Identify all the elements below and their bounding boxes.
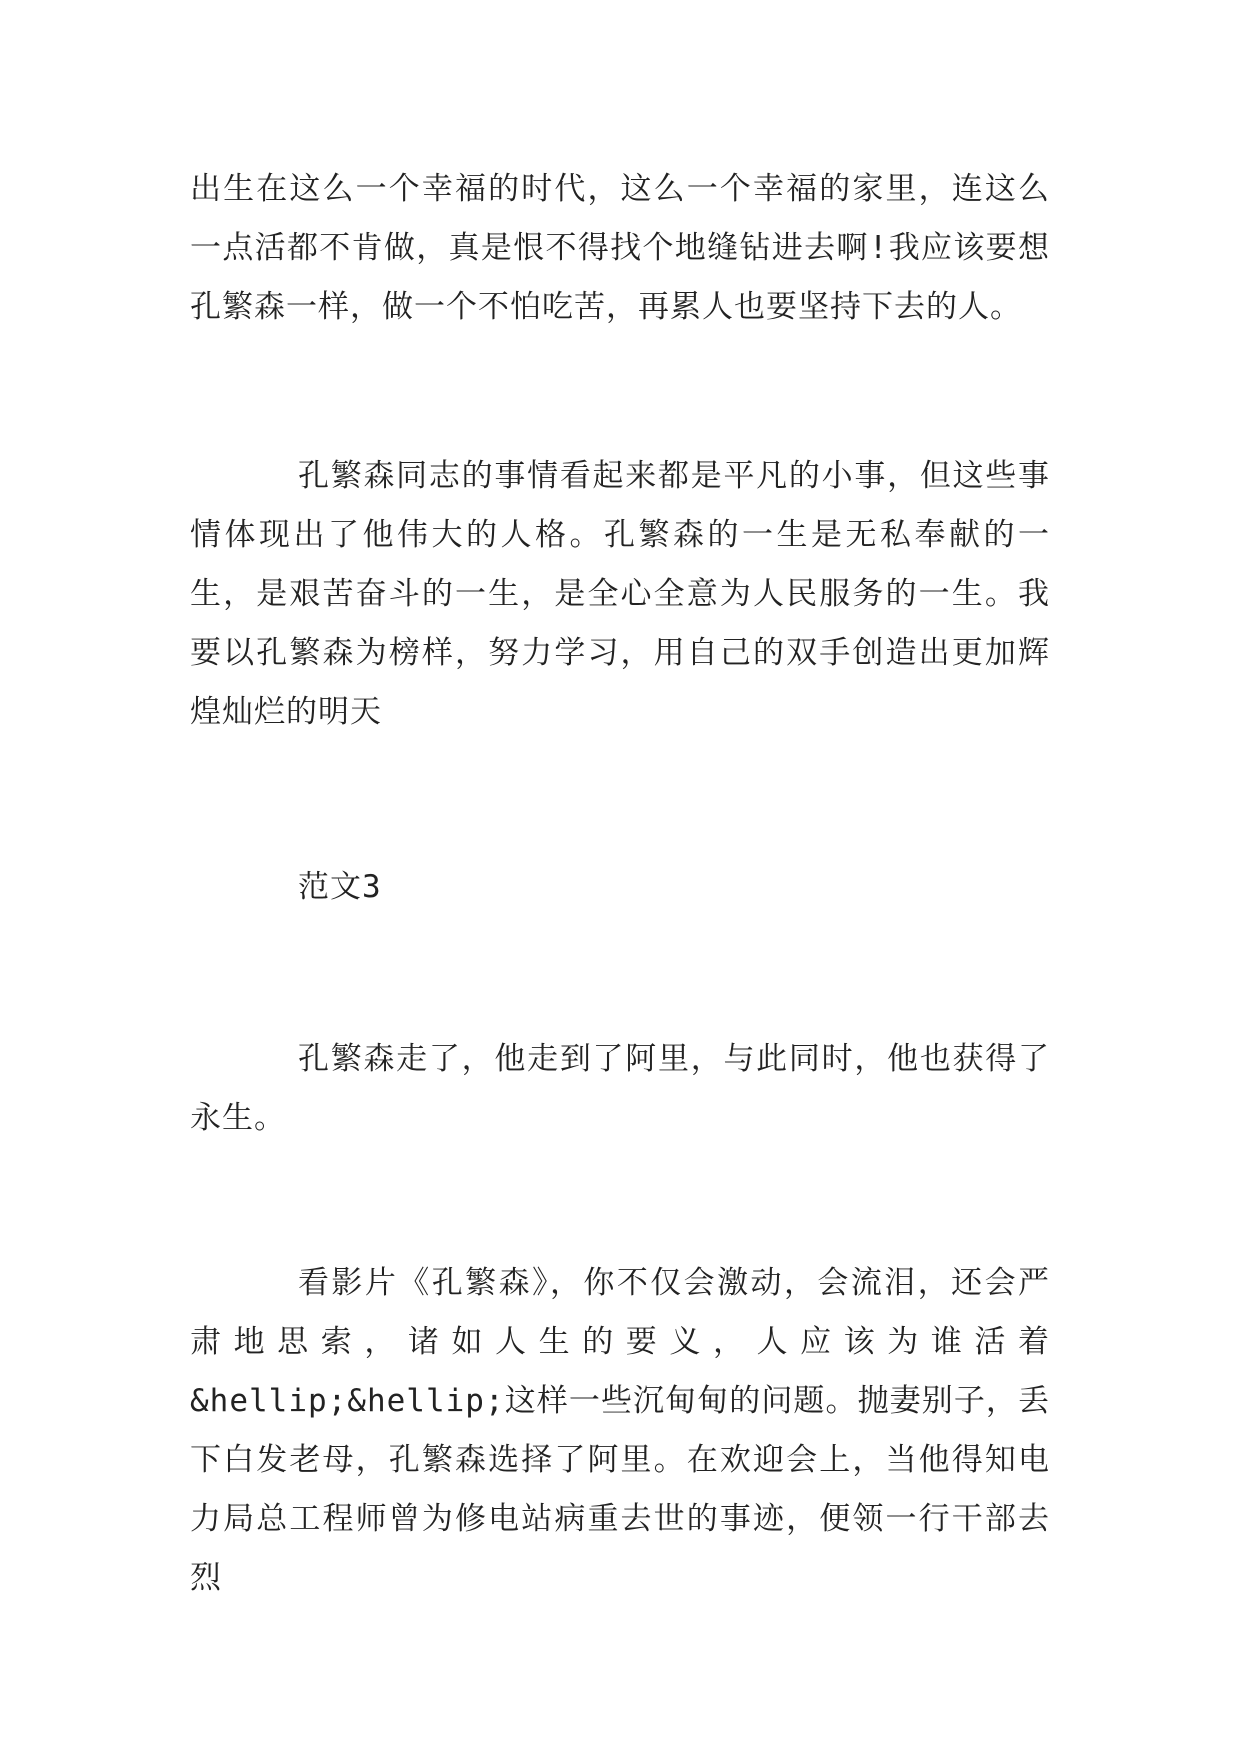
paragraph-4-rest: &hellip;&hellip;这样一些沉甸甸的问题。抛妻别子，丢下白发老母，孔繁森选择了阿里。在欢迎会上，当他得知电力局总工程师曾为修电站病重去世的事迹，便领一行干部去烈 xyxy=(190,1383,1050,1596)
paragraph-2: 孔繁森同志的事情看起来都是平凡的小事，但这些事情体现出了他伟大的人格。孔繁森的一生是无私奉献的一生，是艰苦奋斗的一生，是全心全意为人民服务的一生。我要以孔繁森为榜样，努力学习，用自己的双手创造出更加辉煌灿烂的明天 xyxy=(190,458,1050,730)
paragraph-4 xyxy=(190,1254,1050,1608)
section-heading-fanwen-3: 范文3 xyxy=(298,869,382,905)
paragraph-1: 出生在这么一个幸福的时代，这么一个幸福的家里，连这么一点活都不肯做，真是恨不得找个地缝钻进去啊!我应该要想孔繁森一样，做一个不怕吃苦，再累人也要坚持下去的人。 xyxy=(190,171,1050,325)
paragraph-4-line-2: 肃地思索，诸如人生的要义，人应该为谁活着 xyxy=(190,1324,1050,1360)
paragraph-3: 孔繁森走了，他走到了阿里，与此同时，他也获得了永生。 xyxy=(190,1041,1050,1136)
paragraph-4-line-1: 看影片《孔繁森》，你不仅会激动，会流泪，还会严 xyxy=(298,1265,1050,1301)
